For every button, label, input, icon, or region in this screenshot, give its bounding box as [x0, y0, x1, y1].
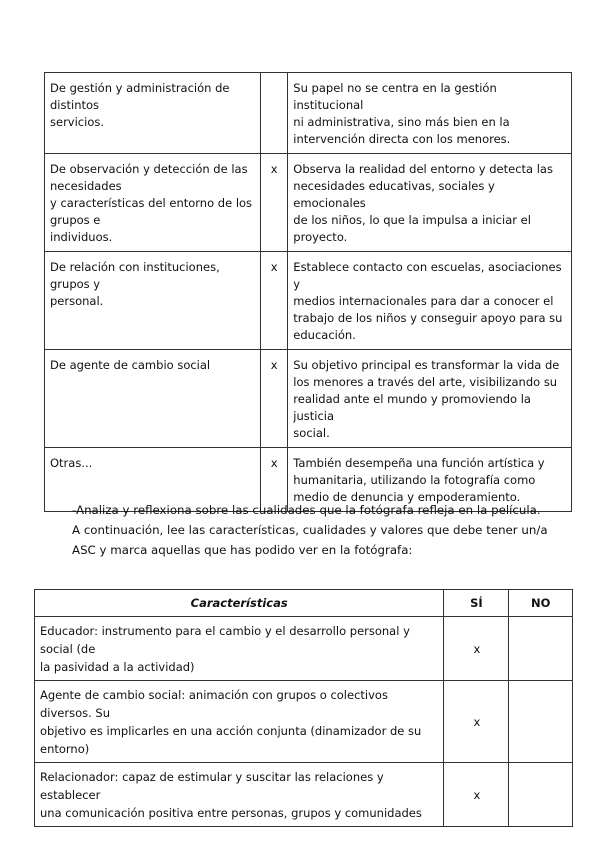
- cell-line: entorno): [40, 742, 90, 756]
- characteristic-cell: [35, 681, 444, 763]
- cell-line: Otras...: [50, 456, 93, 470]
- table-row: [45, 350, 572, 448]
- cell-line: medios internacionales para dar a conocer el: [293, 294, 554, 308]
- description-cell: [288, 73, 572, 154]
- instructions-line: A continuación, lee las características, cualidades y valores que debe tener un/a: [72, 523, 548, 537]
- no-header: NO: [509, 590, 573, 617]
- cell-line: Agente de cambio social: animación con grupos o colectivos diversos. Su: [40, 688, 388, 720]
- cell-line: necesidades educativas, sociales y emocionales: [293, 179, 495, 210]
- cell-line: trabajo de los niños y conseguir apoyo para su: [293, 311, 563, 325]
- yes-cell: x: [444, 681, 509, 763]
- cell-line: necesidades: [50, 179, 122, 193]
- cell-line: la pasividad a la actividad): [40, 660, 195, 674]
- table-row: [45, 73, 572, 154]
- mark-cell: [261, 73, 288, 154]
- cell-line: personal.: [50, 294, 104, 308]
- cell-line: intervención directa con los menores.: [293, 132, 511, 146]
- function-cell: [45, 154, 261, 252]
- cell-line: Su objetivo principal es transformar la vida de: [293, 358, 560, 372]
- cell-line: servicios.: [50, 115, 104, 129]
- cell-line: Observa la realidad del entorno y detecta las: [293, 162, 553, 176]
- description-cell: [288, 252, 572, 350]
- instructions-line: ASC y marca aquellas que has podido ver en la fotógrafa:: [72, 543, 413, 557]
- cell-line: social.: [293, 426, 330, 440]
- cell-line: proyecto.: [293, 230, 348, 244]
- mark-cell: x: [261, 154, 288, 252]
- cell-line: medio de denuncia y empoderamiento.: [293, 490, 521, 504]
- cell-line: objetivo es implicarles en una acción conjunta (dinamizador de su: [40, 724, 422, 738]
- cell-line: grupos e: [50, 213, 101, 227]
- cell-line: y características del entorno de los: [50, 196, 253, 210]
- cell-line: Relacionador: capaz de estimular y suscitar las relaciones y establecer: [40, 770, 384, 802]
- cell-line: De gestión y administración de: [50, 81, 230, 95]
- table-header-row: [35, 590, 573, 617]
- functions-table: [44, 72, 572, 512]
- no-cell: [509, 617, 573, 681]
- cell-line: De agente de cambio social: [50, 358, 211, 372]
- cell-line: Su papel no se centra en la gestión institucional: [293, 81, 497, 112]
- function-cell: [45, 350, 261, 448]
- cell-line: de los niños, lo que la impulsa a iniciar el: [293, 213, 531, 227]
- table-row: [45, 154, 572, 252]
- cell-line: ni administrativa, sino más bien en la: [293, 115, 510, 129]
- yes-cell: x: [444, 763, 509, 827]
- table-row: [45, 252, 572, 350]
- no-cell: [509, 681, 573, 763]
- cell-line: distintos: [50, 98, 100, 112]
- cell-line: grupos y: [50, 277, 101, 291]
- mark-cell: x: [261, 252, 288, 350]
- cell-line: Educador: instrumento para el cambio y el desarrollo personal y social (de: [40, 624, 410, 656]
- cell-line: educación.: [293, 328, 356, 342]
- description-cell: [288, 154, 572, 252]
- characteristic-cell: [35, 763, 444, 827]
- characteristics-header: Características: [35, 590, 444, 617]
- table-row: [35, 763, 573, 827]
- instructions-line: -Analiza y reflexiona sobre las cualidades que la fotógrafa refleja en la película.: [72, 503, 541, 517]
- function-cell: [45, 252, 261, 350]
- characteristic-cell: [35, 617, 444, 681]
- function-cell: [45, 73, 261, 154]
- mark-cell: x: [261, 350, 288, 448]
- cell-line: También desempeña una función artística y: [293, 456, 545, 470]
- cell-line: los menores a través del arte, visibilizando su: [293, 375, 558, 389]
- table-row: [35, 681, 573, 763]
- description-cell: [288, 350, 572, 448]
- no-cell: [509, 763, 573, 827]
- characteristics-table: [34, 589, 573, 827]
- yes-cell: x: [444, 617, 509, 681]
- yes-header: SÍ: [444, 590, 509, 617]
- cell-line: realidad ante el mundo y promoviendo la justicia: [293, 392, 531, 423]
- cell-line: humanitaria, utilizando la fotografía como: [293, 473, 536, 487]
- table-row: [35, 617, 573, 681]
- instructions-paragraph: [72, 500, 572, 560]
- cell-line: una comunicación positiva entre personas, grupos y comunidades: [40, 806, 422, 820]
- cell-line: De observación y detección de las: [50, 162, 248, 176]
- cell-line: individuos.: [50, 230, 113, 244]
- cell-line: Establece contacto con escuelas, asociaciones y: [293, 260, 562, 291]
- mark-cell: x: [261, 448, 288, 512]
- cell-line: De relación con instituciones,: [50, 260, 220, 274]
